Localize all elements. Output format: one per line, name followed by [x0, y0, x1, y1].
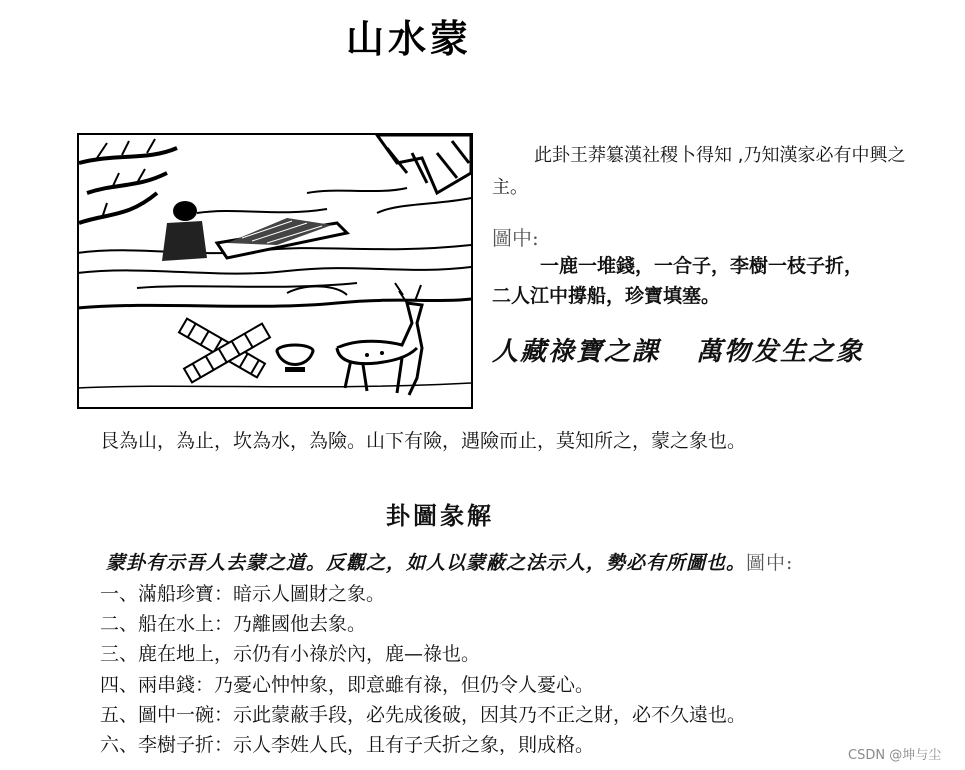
section-intro: [106, 548, 793, 575]
diagram-description: [492, 251, 937, 311]
page-title: 山水蒙: [346, 16, 473, 61]
section-title: 卦圖彖解: [386, 501, 494, 530]
motto-right: 萬物发生之象: [696, 337, 865, 367]
diagram-line-1: 一鹿一堆錢，一合子，李樹一枝子折，: [540, 255, 864, 277]
section-intro-tail: 圖中:: [746, 552, 794, 574]
motto: [492, 331, 937, 368]
list-item: 五、圖中一碗：示此蒙蔽手段，必先成後破，因其乃不正之財，必不久遠也。: [100, 703, 747, 726]
trigram-explanation: 艮為山，為止，坎為水，為險。山下有險，遇險而止，莫知所之，蒙之象也。: [100, 430, 747, 452]
watermark: CSDN @坤与尘: [848, 748, 942, 763]
list-item: 二、船在水上：乃離國他去象。: [100, 613, 367, 636]
section-intro-text: 蒙卦有示吾人去蒙之道。反觀之，如人以蒙蔽之法示人，勢必有所圖也。: [106, 552, 747, 574]
text-column-right: [492, 140, 937, 368]
motto-left: 人藏祿寶之課: [492, 337, 661, 367]
list-item: 一、滿船珍寶：暗示人圖財之象。: [100, 583, 386, 605]
intro-paragraph: 此卦王莽簒漢社稷卜得知 ,乃知漢家必有中興之主。: [492, 145, 906, 198]
interpretation-list: [100, 579, 746, 760]
woodcut-illustration: [77, 133, 473, 409]
diagram-line-2: 二人江中撐船，珍寶填塞。: [492, 285, 721, 307]
list-item: 四、兩串錢：乃憂心忡忡象，即意雖有祿，但仍令人憂心。: [100, 673, 595, 696]
list-item: 六、李樹子折：示人李姓人氏，且有子夭折之象，則成格。: [100, 734, 595, 757]
diagram-label: 圖中:: [492, 226, 539, 250]
list-item: 三、鹿在地上，示仍有小祿於內，鹿—祿也。: [100, 643, 481, 666]
